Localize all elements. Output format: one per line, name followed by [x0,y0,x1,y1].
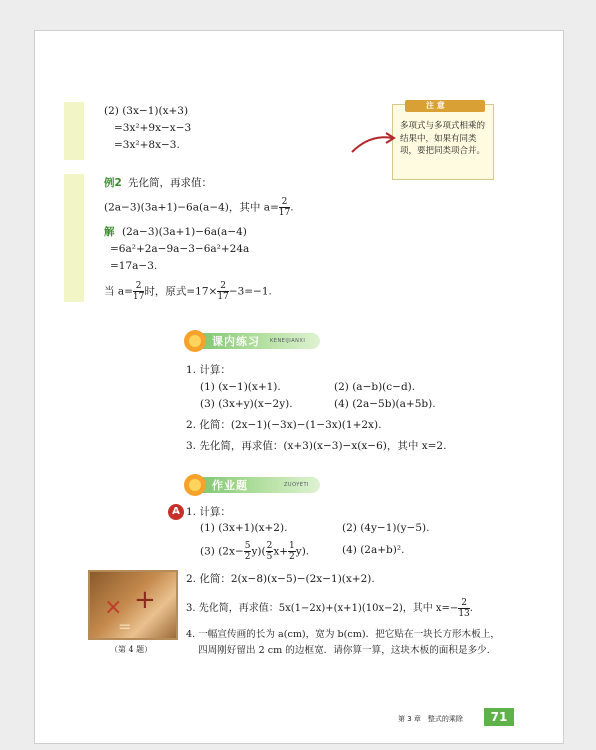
homework-q4-line-1: 4. 一幅宣传画的长为 a(cm)，宽为 b(cm)．把它贴在一块长方形木板上， [186,629,500,640]
homework-q2: 2. 化简：2(x−8)(x−5)−(2x−1)(x+2). [186,573,375,585]
fraction: $\frac{2}{17}$ [132,281,145,302]
example-expression: (2a−3)(3a+1)−6a(a−4)，其中 a= $\frac{2}{17}$ . [104,197,294,218]
svg-text:+: + [134,585,156,615]
practice-q1-1: (1) (x−1)(x+1). [200,381,281,393]
practice-q1-4: (4) (2a−5b)(a+5b). [334,398,436,410]
practice-q1: 1. 计算： [186,364,231,376]
fraction: $\frac{1}{2}$ [289,541,295,562]
practice-q2: 2. 化简：(2x−1)(−3x)−(1−3x)(1+2x). [186,419,382,431]
math-symbols-icon [90,572,176,638]
practice-q3: 3. 先化简，再求值：(x+3)(x−3)−x(x−6)，其中 x=2. [186,440,447,452]
page-number: 71 [484,708,514,726]
practice-q1-2: (2) (a−b)(c−d). [334,381,416,393]
homework-q1-4: (4) (2a+b)². [342,544,405,556]
continued-line-3: =3x²+8x−3. [114,139,180,151]
homework-q1-2: (2) (4y−1)(y−5). [342,522,430,534]
example-prompt: 先化简，再求值： [128,177,212,189]
fraction: $\frac{2}{5}$ [266,541,273,562]
homework-q1: 1. 计算： [186,506,231,518]
solution-label: 解 [104,226,115,238]
solution-line-1: (2a−3)(3a+1)−6a(a−4) [122,226,247,238]
sun-icon [183,329,207,353]
solution-band [64,102,84,160]
sun-icon [183,473,207,497]
fraction: $\frac{5}{2}$ [244,541,251,562]
practice-subtitle: KENEIJIANXI [270,338,306,344]
poster-photo [88,570,178,640]
practice-q1-3: (3) (3x+y)(x−2y). [200,398,293,410]
homework-q1-1: (1) (3x+1)(x+2). [200,522,288,534]
photo-caption: （第 4 题） [110,645,153,654]
group-a-badge: A [168,504,184,520]
practice-title: 课内练习 [212,335,260,348]
svg-text:×: × [104,595,123,620]
continued-line-1: (2) (3x−1)(x+3) [104,105,189,117]
fraction: $\frac{2}{17}$ [217,281,229,302]
solution-line-2: =6a²+2a−9a−3−6a²+24a [110,243,250,255]
solution-line-3: =17a−3. [110,260,158,272]
arrow-icon [348,130,396,156]
example-band [64,174,84,302]
homework-q4-line-2: 四周刚好留出 2 cm 的边框宽．请你算一算，这块木板的面积是多少． [198,645,497,656]
fraction: $\frac{2}{13}$ [458,598,470,619]
example-label: 例2 [104,177,122,189]
homework-subtitle: ZUOYETI [284,482,309,488]
continued-line-2: =3x²+9x−x−3 [114,122,192,134]
solution-conclusion: 当 a= $\frac{2}{17}$ 时，原式=17× $\frac{2}{17}$ −3=−1. [104,281,272,302]
note-text: 多项式与多项式相乘的结果中，如果有同类项，要把同类项合并。 [400,121,486,156]
note-title: 注 意 [426,101,445,110]
homework-q3: 3. 先化简，再求值：5x(1−2x)+(x+1)(10x−2)，其中 x=− $\frac{2}{13}$ . [186,598,473,619]
homework-title: 作业题 [212,479,248,492]
fraction: $\frac{2}{17}$ [278,197,291,218]
homework-q1-3: (3) (2x− $\frac{5}{2}$ y)( $\frac{2}{5}$ x+ $\frac{1}{2}$ y). [200,541,310,562]
chapter-footer: 第 3 章 整式的乘除 [398,715,463,723]
svg-text:=: = [118,617,132,636]
note-header [405,100,485,112]
